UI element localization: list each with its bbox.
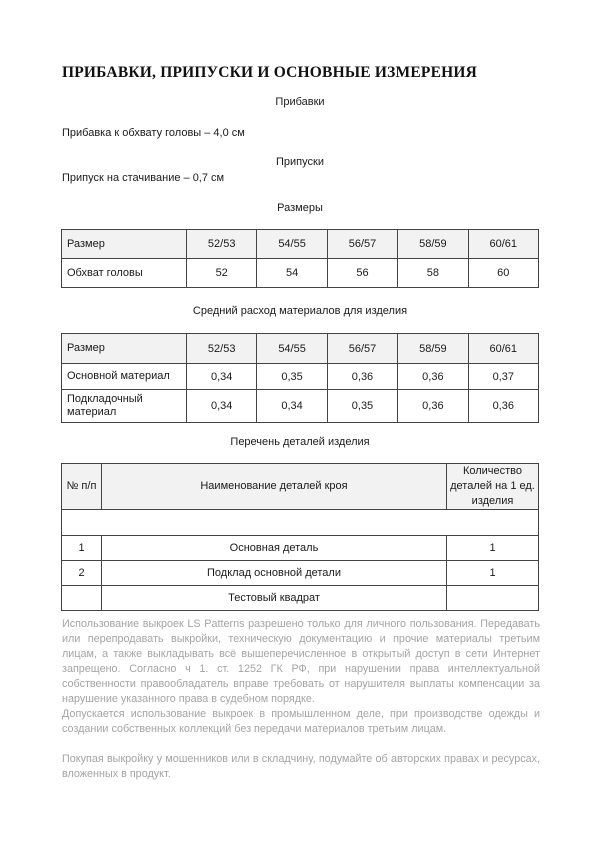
table-cell: 1 <box>62 536 102 561</box>
table-cell: Тестовый квадрат <box>102 586 447 611</box>
parts-heading: Перечень деталей изделия <box>230 436 370 448</box>
table-cell <box>447 586 539 611</box>
table-row-empty <box>62 510 539 536</box>
table-cell: 54 <box>257 259 327 288</box>
table-header-cell: Размер <box>62 334 187 364</box>
notice-paragraph: Покупая выкройку у мошенников или в складчину, подумайте об авторских правах и ресурсах, вложенных в продукт. <box>62 753 540 780</box>
table-cell: 0,34 <box>187 390 257 423</box>
table-header-cell: Наименование деталей кроя <box>102 464 447 510</box>
table-header-cell: Размер <box>62 230 187 259</box>
table-cell: 1 <box>447 536 539 561</box>
table-header-cell: 56/57 <box>327 230 397 259</box>
table-cell: 56 <box>327 259 397 288</box>
table-row <box>62 390 539 423</box>
table-cell: Подклад основной детали <box>102 561 447 586</box>
table-row <box>62 561 539 586</box>
table-cell: 58 <box>398 259 468 288</box>
table-header-row <box>62 334 539 364</box>
table-header-cell: 54/55 <box>257 334 327 364</box>
table-header-cell: 60/61 <box>468 334 538 364</box>
table-header-cell: 60/61 <box>468 230 538 259</box>
table-row <box>62 536 539 561</box>
table-cell: Основная деталь <box>102 536 447 561</box>
table-header-cell: 54/55 <box>257 230 327 259</box>
seam-line: Припуск на стачивание – 0,7 см <box>62 172 225 184</box>
table-cell: Подкладочный материал <box>62 390 187 423</box>
notice-paragraph: Допускается использование выкроек в промышленном деле, при производстве одежды и создании собственных коллекций без передачи материалов третьим лицам. <box>62 708 540 735</box>
table-row <box>62 364 539 390</box>
table-cell: 2 <box>62 561 102 586</box>
table-cell: 0,35 <box>327 390 397 423</box>
table-cell: 1 <box>447 561 539 586</box>
table-cell: 0,35 <box>257 364 327 390</box>
table-header-row <box>62 464 539 510</box>
table-cell: 0,36 <box>398 364 468 390</box>
parts-table <box>61 463 539 611</box>
table-cell: 0,37 <box>468 364 538 390</box>
table-cell: Обхват головы <box>62 259 187 288</box>
table-header-cell: 52/53 <box>187 334 257 364</box>
table-header-cell: № п/п <box>62 464 102 510</box>
materials-heading: Средний расход материалов для изделия <box>192 305 408 317</box>
table-header-cell: 52/53 <box>187 230 257 259</box>
table-header-cell: 56/57 <box>327 334 397 364</box>
table-cell: 0,36 <box>468 390 538 423</box>
table-row <box>62 259 539 288</box>
license-notice <box>62 617 540 782</box>
table-header-cell: 58/59 <box>398 334 468 364</box>
page-title: ПРИБАВКИ, ПРИПУСКИ И ОСНОВНЫЕ ИЗМЕРЕНИЯ <box>62 64 478 81</box>
materials-table <box>61 333 539 423</box>
sizes-table <box>61 229 539 288</box>
allowances-heading: Прибавки <box>275 96 325 108</box>
table-cell: Основной материал <box>62 364 187 390</box>
table-cell: 60 <box>468 259 538 288</box>
table-header-cell: Количество деталей на 1 ед. изделия <box>447 464 539 510</box>
table-row <box>62 586 539 611</box>
table-cell <box>62 586 102 611</box>
table-cell: 0,36 <box>327 364 397 390</box>
notice-paragraph: Использование выкроек LS Patterns разрешено только для личного пользования. Передавать или перепродавать выкройки, техническую документацию и прочие материалы третьим лицам, а также выкладывать всё вышеперечисленное в открытый доступ в сети Интернет запрещено. Согласно ч 1. ст. 1252 ГК РФ, при нарушении права интеллектуальной собственности правообладатель вправе требовать от нарушителя выплаты компенсации за нарушение указанного права в судебном порядке. <box>62 618 540 705</box>
table-cell <box>62 510 539 536</box>
allowance-line: Прибавка к обхвату головы – 4,0 см <box>62 127 245 139</box>
table-cell: 0,36 <box>398 390 468 423</box>
table-header-row <box>62 230 539 259</box>
sizes-heading: Размеры <box>277 202 323 214</box>
table-cell: 52 <box>187 259 257 288</box>
table-cell: 0,34 <box>187 364 257 390</box>
seams-heading: Припуски <box>276 156 324 168</box>
table-cell: 0,34 <box>257 390 327 423</box>
table-header-cell: 58/59 <box>398 230 468 259</box>
